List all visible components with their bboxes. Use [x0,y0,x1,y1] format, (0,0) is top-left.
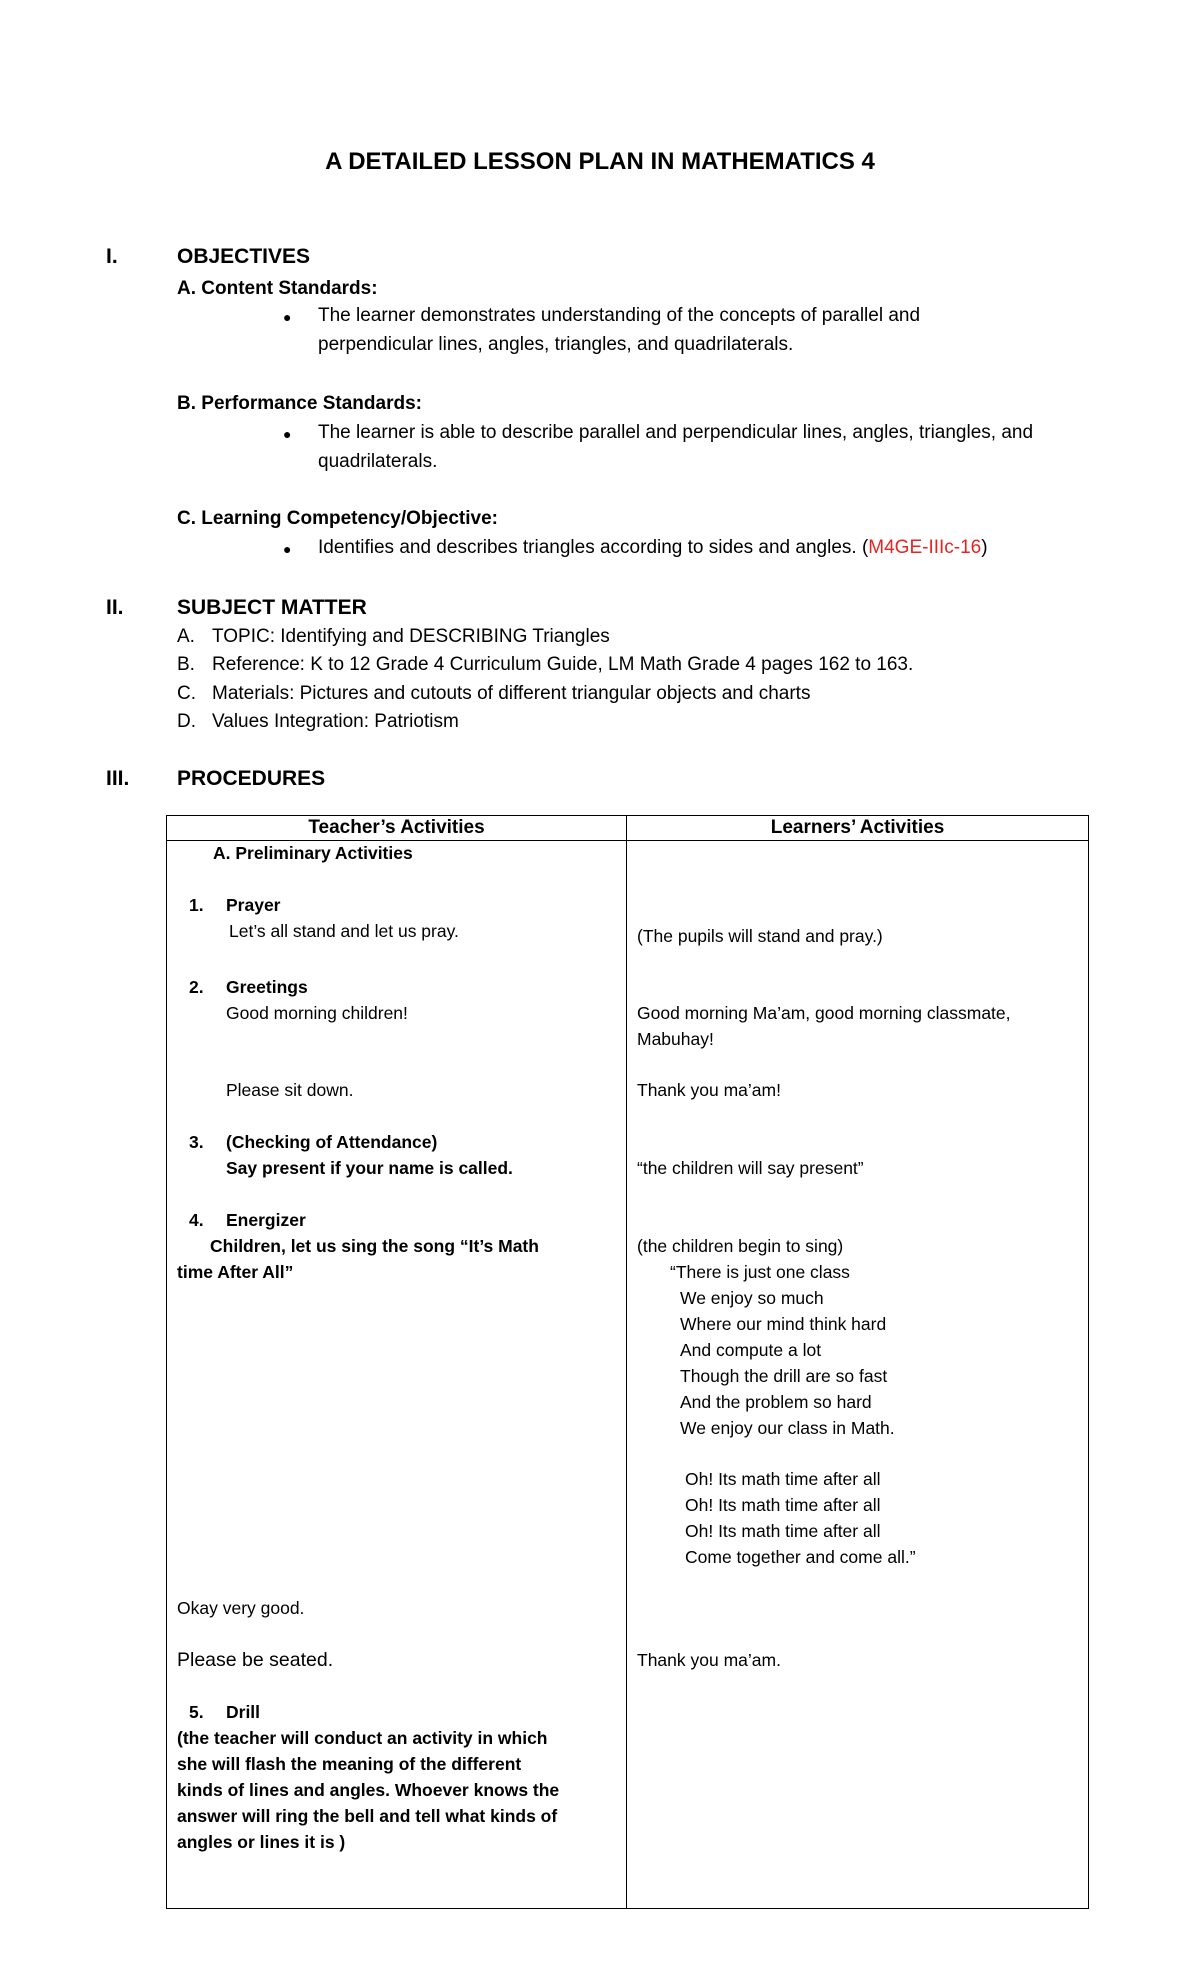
chorus-line: Oh! Its math time after all [685,1521,881,1541]
subject-item-values: Values Integration: Patriotism [212,711,459,732]
drill-text: (the teacher will conduct an activity in which [177,1728,548,1748]
song-line: And compute a lot [680,1340,822,1360]
learner-thank-text: Thank you ma’am. [637,1650,781,1670]
song-line: We enjoy our class in Math. [680,1418,895,1438]
learner-present-text: “the children will say present” [637,1158,864,1178]
song-line: And the problem so hard [680,1392,872,1412]
performance-standards-line: quadrilaterals. [318,451,438,472]
teacher-activities-header: Teacher’s Activities [167,816,627,841]
song-line: Though the drill are so fast [680,1366,888,1386]
procedures-table [166,815,1089,1909]
section-number: III. [106,767,130,790]
energizer-text: time After All” [177,1262,294,1282]
step-number: 2. [189,977,204,997]
song-line: Where our mind think hard [680,1314,887,1334]
drill-text: she will flash the meaning of the different [177,1754,522,1774]
drill-heading: Drill [226,1702,261,1722]
attendance-text: Say present if your name is called. [226,1158,513,1178]
section-title-procedures: PROCEDURES [177,767,326,790]
greetings-heading: Greetings [226,977,308,997]
learner-activities-header: Learners’ Activities [627,816,1089,841]
teacher-activities-cell [167,841,627,1909]
competency-code: M4GE-IIIc-16 [868,537,982,558]
prayer-text: Let’s all stand and let us pray. [229,921,459,941]
subject-item-reference: Reference: K to 12 Grade 4 Curriculum Guide, LM Math Grade 4 pages 162 to 163. [212,654,914,675]
learner-activities-cell [627,841,1089,1909]
learning-competency-label: C. Learning Competency/Objective: [177,508,498,529]
subject-item-letter: C. [177,683,196,704]
attendance-heading: (Checking of Attendance) [226,1132,438,1152]
energizer-text: Children, let us sing the song “It’s Math [210,1236,539,1256]
step-number: 5. [189,1702,204,1722]
content-standards-label: A. Content Standards: [177,278,378,299]
prayer-heading: Prayer [226,895,281,915]
subject-item-letter: A. [177,626,195,647]
step-number: 1. [189,895,204,915]
performance-standards-label: B. Performance Standards: [177,393,422,414]
section-number: I. [106,245,118,268]
learner-greeting-text: Good morning Ma’am, good morning classmate, [637,1003,1011,1023]
step-number: 4. [189,1210,204,1230]
learner-pray-text: (The pupils will stand and pray.) [637,926,883,946]
step-number: 3. [189,1132,204,1152]
bullet-icon: ● [283,309,292,325]
section-number: II. [106,596,124,619]
bullet-icon: ● [283,426,292,442]
song-line: “There is just one class [670,1262,850,1282]
okay-text: Okay very good. [177,1598,305,1618]
performance-standards-line: The learner is able to describe parallel and perpendicular lines, angles, triangles, and [318,422,1034,443]
learner-greeting-text: Mabuhay! [637,1029,714,1049]
learner-sing-text: (the children begin to sing) [637,1236,844,1256]
drill-text: kinds of lines and angles. Whoever knows the [177,1780,560,1800]
drill-text: answer will ring the bell and tell what kinds of [177,1806,558,1826]
subject-item-letter: B. [177,654,195,675]
subject-item-materials: Materials: Pictures and cutouts of different triangular objects and charts [212,683,811,704]
section-title-objectives: OBJECTIVES [177,245,311,268]
content-standards-line: perpendicular lines, angles, triangles, and quadrilaterals. [318,334,794,355]
song-line: We enjoy so much [680,1288,824,1308]
drill-text: angles or lines it is ) [177,1832,346,1852]
subject-item-letter: D. [177,711,196,732]
section-title-subject-matter: SUBJECT MATTER [177,596,367,619]
learner-thank-text: Thank you ma’am! [637,1080,781,1100]
chorus-line: Oh! Its math time after all [685,1495,881,1515]
content-standards-line: The learner demonstrates understanding of the concepts of parallel and [318,305,921,326]
document-title: A DETAILED LESSON PLAN IN MATHEMATICS 4 [325,148,875,175]
seated-text: Please be seated. [177,1649,334,1671]
preliminary-activities-heading: A. Preliminary Activities [213,843,413,863]
chorus-line: Oh! Its math time after all [685,1469,881,1489]
greetings-text: Good morning children! [226,1003,408,1023]
bullet-icon: ● [283,541,292,557]
chorus-line: Come together and come all.” [685,1547,916,1567]
subject-item-topic: TOPIC: Identifying and DESCRIBING Triangles [212,626,610,647]
sit-down-text: Please sit down. [226,1080,354,1100]
energizer-heading: Energizer [226,1210,306,1230]
learning-competency-text: Identifies and describes triangles according to sides and angles. (M4GE-IIIc-16) [318,537,988,558]
